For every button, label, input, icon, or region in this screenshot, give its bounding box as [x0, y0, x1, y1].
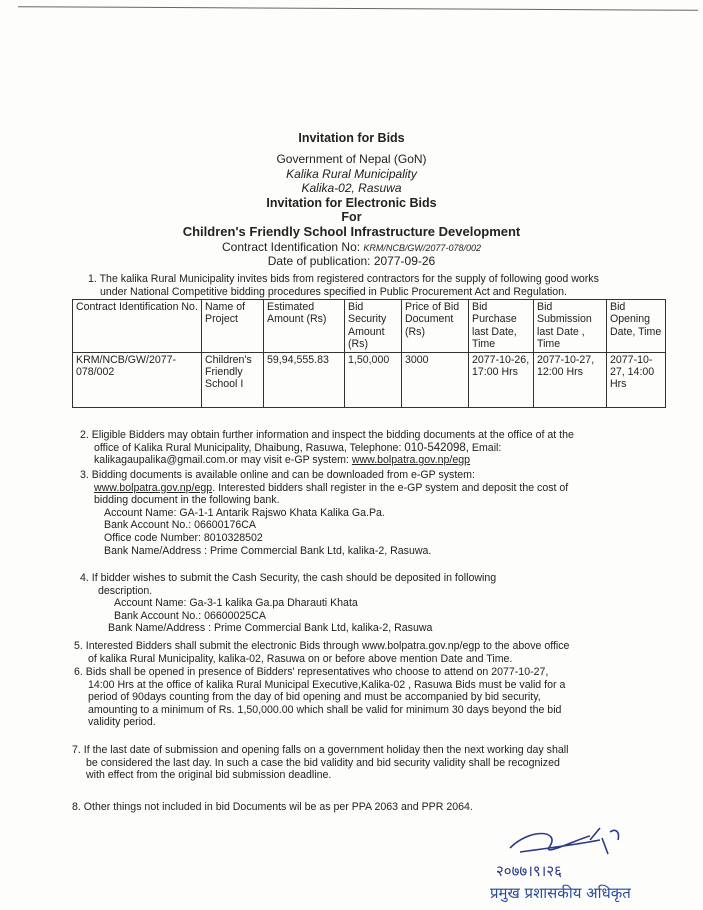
municipality-name: Kalika Rural Municipality	[286, 167, 417, 181]
stamp-date: २०७७।९।२६	[496, 862, 562, 880]
heading-invitation: Invitation for Bids	[298, 131, 405, 145]
table-cell: 59,94,555.83	[264, 352, 345, 407]
heading-for: For	[341, 210, 362, 224]
col-header: Estimated Amount (Rs)	[264, 300, 345, 353]
table-header-row	[73, 300, 666, 353]
table-cell: Children's Friendly School I	[202, 352, 264, 407]
clause-2: 2. Eligible Bidders may obtain further information and inspect the bidding documents at the office of at the office of Kalika Rural Municipality, Dhaibung, Rasuwa, Telephone: 010-542098, Email: kalikagaupalika@gmail.com.or may visit e-GP system: www.bolpatra.gov.np/egp	[80, 429, 574, 467]
contract-id-line: Contract Identification No: KRM/NCB/GW/2077-078/002	[222, 240, 481, 254]
project-title: Children's Friendly School Infrastructure Development	[182, 224, 521, 239]
clause-1: 1. The kalika Rural Municipality invites bids from registered contractors for the supply of following good works	[88, 273, 599, 285]
clause-3: 3. Bidding documents is available online and can be downloaded from e-GP system: www.bolpatra.gov.np/egp. Interested bidders shall register in the e-GP system and deposit the cost of bidding document in the following bank. Account Name: GA-1-1 Antarik Rajswo Khata Kalika Ga.Pa. Bank Account No.: 06600176CA Office code Number: 8010328502 Bank Name/Address : Prime Commercial Bank Ltd, kalika-2, Rasuwa.	[80, 469, 569, 557]
clause-4: 4. If bidder wishes to submit the Cash Security, the cash should be deposited in following description. Account Name: Ga-3-1 kalika Ga.pa Dharauti Khata Bank Account No.: 06600025CA Bank Name/Address : Prime Commercial Bank Ltd, kalika-2, Rasuwa	[80, 572, 497, 635]
clause-6: 6. Bids shall be opened in presence of Bidders' representatives who choose to attend on 2077-10-27, 14:00 Hrs at the office of kalika Rural Municipal Executive,Kalika-02 , Rasuwa Bids must be valid for a period of 90days counting from the day of bid opening and must be accompanied by bid security, amounting to a minimum of Rs. 1,50,000.00 which shall be valid for minimum 30 days beyond the bid validity period.	[74, 666, 566, 729]
table-cell: 2077-10-27, 12:00 Hrs	[534, 352, 607, 407]
table-cell: 2077-10-27, 14:00 Hrs	[607, 352, 666, 407]
col-header: Bid Opening Date, Time	[607, 300, 666, 353]
bid-table	[72, 299, 666, 408]
publication-date: Date of publication: 2077-09-26	[267, 254, 436, 268]
table-row	[73, 352, 666, 407]
signature-stamp	[490, 818, 670, 902]
egp-link[interactable]: www.bolpatra.gov.np/egp	[94, 481, 213, 494]
table-cell: KRM/NCB/GW/2077-078/002	[73, 352, 202, 407]
gov-name: Government of Nepal (GoN)	[276, 152, 427, 166]
col-header: Name of Project	[202, 300, 264, 353]
clause-8: 8. Other things not included in bid Documents wil be as per PPA 2063 and PPR 2064.	[72, 801, 473, 813]
col-header: Price of Bid Document (Rs)	[402, 300, 469, 353]
stamp-title: प्रमुख प्रशासकीय अधिकृत	[490, 884, 631, 902]
col-header: Contract Identification No.	[73, 300, 202, 353]
clause-7: 7. If the last date of submission and opening falls on a government holiday then the next working day shall be considered the last day. In such a case the bid validity and bid security validity shall be recognized with effect from the original bid submission deadline.	[72, 744, 569, 782]
col-header: Bid Submission last Date , Time	[534, 300, 607, 353]
table-cell: 3000	[402, 352, 469, 407]
col-header: Bid Security Amount (Rs)	[345, 300, 402, 353]
clause-1-cont: under National Competitive bidding procedures specified in Public Procurement Act and Regulation.	[100, 286, 567, 298]
col-header: Bid Purchase last Date, Time	[469, 300, 534, 353]
table-cell: 1,50,000	[345, 352, 402, 407]
clause-5: 5. Interested Bidders shall submit the electronic Bids through www.bolpatra.gov.np/egp to the above office of kalika Rural Municipality, kalika-02, Rasuwa on or before above mention Date and Time.	[74, 640, 570, 665]
egp-link[interactable]: www.bolpatra.gov.np/egp	[351, 454, 471, 467]
table-cell: 2077-10-26, 17:00 Hrs	[469, 352, 534, 407]
page-edge	[18, 6, 698, 11]
heading-electronic: Invitation for Electronic Bids	[266, 196, 437, 210]
ward-name: Kalika-02, Rasuwa	[301, 181, 402, 195]
